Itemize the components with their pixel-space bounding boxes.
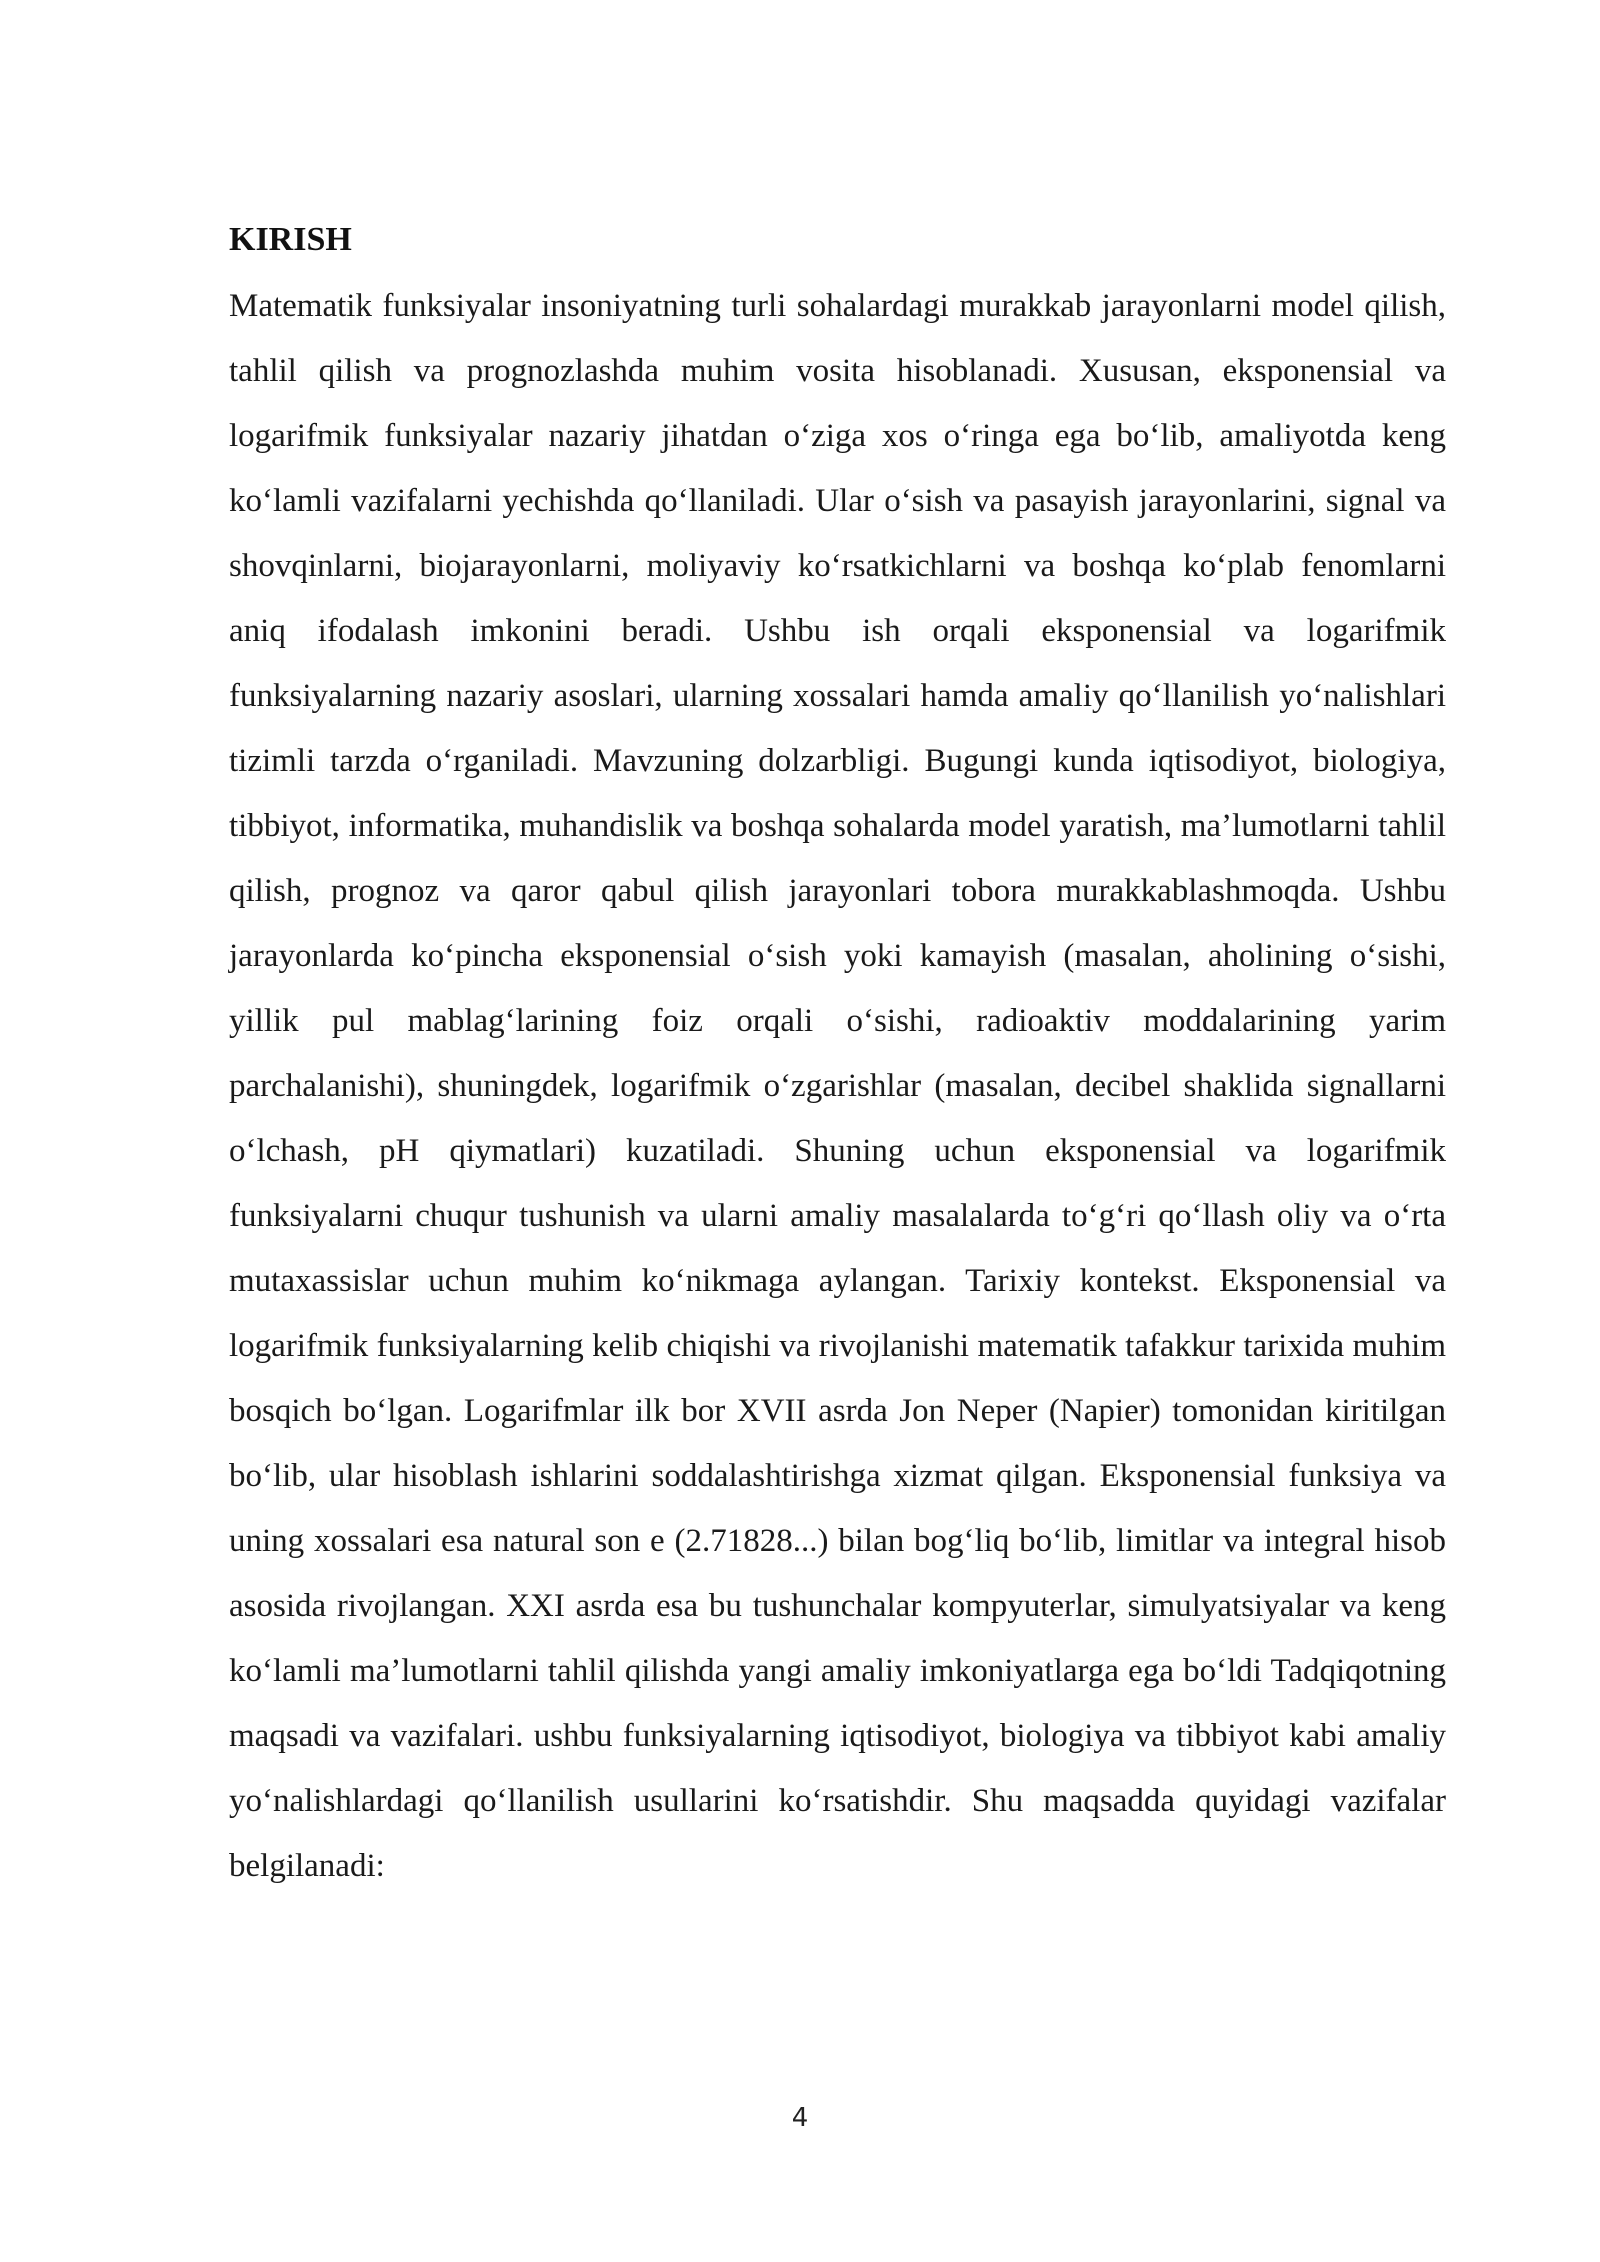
- section-heading: KIRISH: [229, 221, 352, 258]
- page-content: [229, 214, 1446, 1899]
- body-paragraph: Matematik funksiyalar insoniyatning turli sohalardagi murakkab jarayonlarni model qilish, tahlil qilish va prognozlashda muhim vosita hisoblanadi. Xususan, eksponensial va logarifmik funksiyalar nazariy jihatdan o‘ziga xos o‘ringa ega bo‘lib, amaliyotda keng ko‘lamli vazifalarni yechishda qo‘llaniladi. Ular o‘sish va pasayish jarayonlarini, signal va shovqinlarni, biojarayonlarni, moliyaviy ko‘rsatkichlarni va boshqa ko‘plab fenomlarni aniq ifodalash imkonini beradi. Ushbu ish orqali eksponensial va logarifmik funksiyalarning nazariy asoslari, ularning xossalari hamda amaliy qo‘llanilish yo‘nalishlari tizimli tarzda o‘rganiladi. Mavzuning dolzarbligi. Bugungi kunda iqtisodiyot, biologiya, tibbiyot, informatika, muhandislik va boshqa sohalarda model yaratish, ma’lumotlarni tahlil qilish, prognoz va qaror qabul qilish jarayonlari tobora murakkablashmoqda. Ushbu jarayonlarda ko‘pincha eksponensial o‘sish yoki kamayish (masalan, aholining o‘sishi, yillik pul mablag‘larining foiz orqali o‘sishi, radioaktiv moddalarining yarim parchalanishi), shuningdek, logarifmik o‘zgarishlar (masalan, decibel shaklida signallarni o‘lchash, pH qiymatlari) kuzatiladi. Shuning uchun eksponensial va logarifmik funksiyalarni chuqur tushunish va ularni amaliy masalalarda to‘g‘ri qo‘llash oliy va o‘rta mutaxassislar uchun muhim ko‘nikmaga aylangan. Tarixiy kontekst. Eksponensial va logarifmik funksiyalarning kelib chiqishi va rivojlanishi matematik tafakkur tarixida muhim bosqich bo‘lgan. Logarifmlar ilk bor XVII asrda Jon Neper (Napier) tomonidan kiritilgan bo‘lib, ular hisoblash ishlarini soddalashtirishga xizmat qilgan. Eksponensial funksiya va uning xossalari esa natural son e (2.71828...) bilan bog‘liq bo‘lib, limitlar va integral hisob asosida rivojlangan. XXI asrda esa bu tushunchalar kompyuterlar, simulyatsiyalar va keng ko‘lamli ma’lumotlarni tahlil qilishda yangi amaliy imkoniyatlarga ega bo‘ldi Tadqiqotning maqsadi va vazifalari. ushbu funksiyalarning iqtisodiyot, biologiya va tibbiyot kabi amaliy yo‘nalishlardagi qo‘llanilish usullarini ko‘rsatishdir. Shu maqsadda quyidagi vazifalar belgilanadi:: [229, 288, 1446, 1884]
- page-number: 4: [791, 2103, 809, 2133]
